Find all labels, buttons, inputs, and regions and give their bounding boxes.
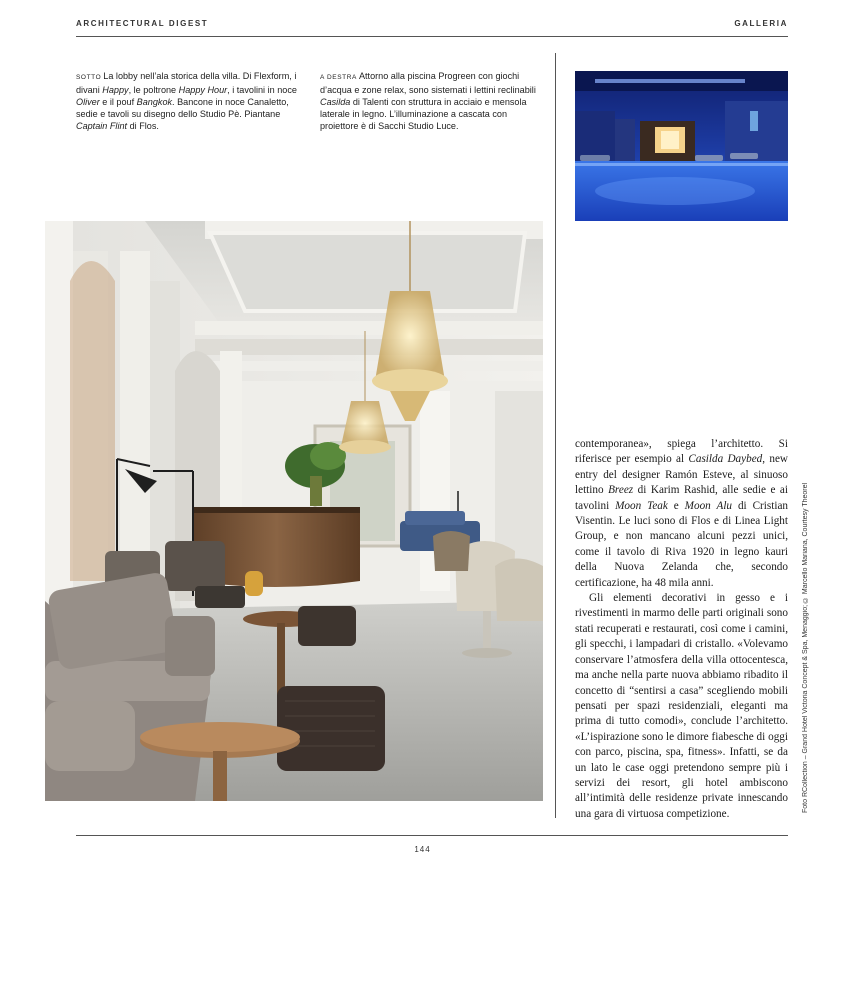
caption-right xyxy=(320,70,545,132)
text-run: di Karim Rashid, alle sedie e ai tavolini xyxy=(575,484,788,512)
text-run: e il pouf xyxy=(99,97,137,107)
article-body xyxy=(575,437,788,822)
text-run: Gli elementi decorativi in gesso e i rivestimenti in marmo delle parti originali sono stati recuperati e restaurati, così come i camini, gli specchi, i lampadari di cristallo. «Volevamo conservare l’atmosfera della villa ottocentesca, ma anche nella parte nuova abbiamo ribadito il concetto di “sentirsi a casa” scegliendo mobili pensati per spazi residenziali, eleganti ma prima di tutto comodi», conclude l’architetto. «L’ispirazione sono le dimore fiabesche di oggi con parco, piscina, spa, fitness». Infatti, se da un lato le case oggi pretendono sempre più i servizi dei resort, gli hotel ambiscono all’intimità delle residenze private innescando una gara di virtuosa competizione. xyxy=(575,592,788,820)
header-rule xyxy=(76,36,788,37)
column-divider xyxy=(555,53,556,818)
italic-term: Happy xyxy=(102,85,129,95)
pool-photo xyxy=(575,71,788,221)
caption-left xyxy=(76,70,298,132)
article-paragraph-1 xyxy=(575,437,788,591)
italic-term: Breez xyxy=(608,484,634,497)
text-run: La lobby nell’ala storica della villa. Di Flexform, i divani xyxy=(76,71,297,95)
italic-term: Casilda Daybed xyxy=(688,453,763,466)
photo-credit: Foto RCollection – Grand Hotel Victoria Concept & Spa, Menaggio; © Marcello Mariana, Courtesy Theorel xyxy=(802,482,809,813)
italic-term: Captain Flint xyxy=(76,121,128,131)
article-paragraph-2 xyxy=(575,591,788,822)
text-run: . Bancone in noce Canaletto, sedie e tavoli su disegno dello Studio Pè. Piantane xyxy=(76,97,289,119)
text-run: di Cristian Visentin. Le luci sono di Flos e di Linea Light Group, e non mancano alcuni pezzi unici, come il tavolo di Riva 1920 in legno kauri della Nuova Zelanda che, secondo certificazione, ha 48 mila anni. xyxy=(575,499,788,589)
caption-left-text xyxy=(76,71,297,131)
italic-term: Oliver xyxy=(76,97,100,107)
section-name: GALLERIA xyxy=(734,19,788,28)
text-run: di Flos. xyxy=(127,121,159,131)
text-run: di Talenti con struttura in acciaio e mensola laterale in legno. L’illuminazione a cascata con proiettore è di Sacchi Studio Luce. xyxy=(320,97,527,131)
lobby-photo xyxy=(45,221,543,801)
text-run: , new entry del designer Ramón Esteve, al sinuoso lettino xyxy=(575,453,788,497)
italic-term: Casilda xyxy=(320,97,351,107)
italic-term: Moon Alu xyxy=(684,499,733,512)
page-number: 144 xyxy=(414,845,431,854)
italic-term: Moon Teak xyxy=(615,499,668,512)
magazine-name: ARCHITECTURAL DIGEST xyxy=(76,19,209,28)
italic-term: Happy Hour xyxy=(178,85,228,95)
italic-term: Bangkok xyxy=(136,97,173,107)
text-run: contemporanea», spiega l’architetto. Si riferisce per esempio al xyxy=(575,438,788,466)
caption-right-label: A DESTRA xyxy=(320,74,357,81)
text-run: e xyxy=(667,499,685,512)
text-run: , le poltrone xyxy=(128,85,179,95)
text-run: , i tavolini in noce xyxy=(227,85,297,95)
caption-left-label: SOTTO xyxy=(76,74,102,81)
text-run: Attorno alla piscina Progreen con giochi d’acqua e zone relax, sono sistemati i lettini reclinabili xyxy=(320,71,536,95)
footer-rule xyxy=(76,835,788,836)
